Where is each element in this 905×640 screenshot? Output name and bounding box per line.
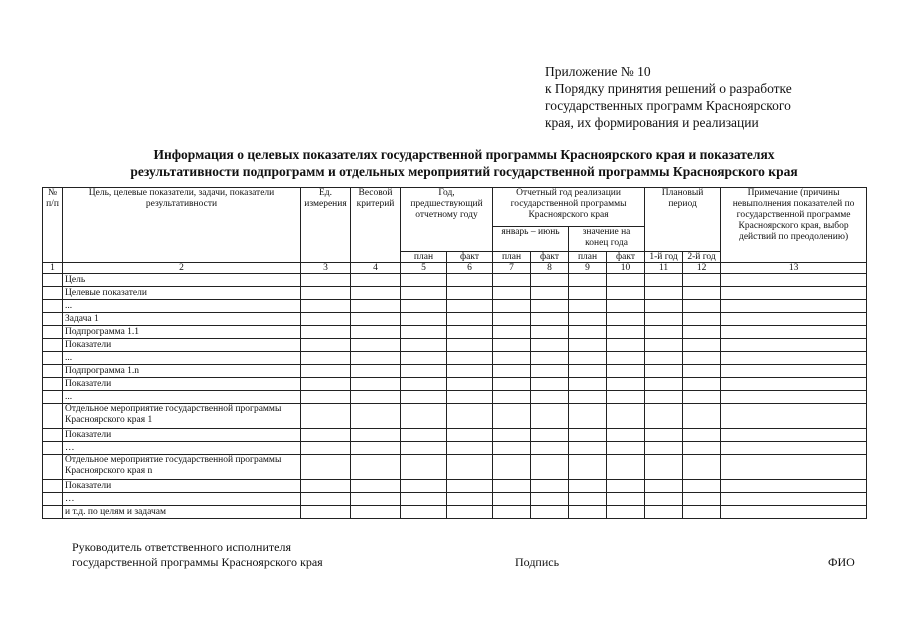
table-cell [401, 442, 447, 455]
table-cell [683, 300, 721, 313]
table-cell [351, 506, 401, 519]
row-label: ... [63, 352, 301, 365]
table-cell [683, 287, 721, 300]
table-row [43, 442, 867, 455]
table-cell [351, 493, 401, 506]
table-row [43, 391, 867, 404]
table-cell [43, 455, 63, 480]
document-title [60, 146, 868, 180]
table-cell [683, 404, 721, 429]
row-label: Подпрограмма 1.1 [63, 326, 301, 339]
table-cell [447, 391, 493, 404]
table-cell [569, 442, 607, 455]
table-cell [645, 352, 683, 365]
table-cell [645, 480, 683, 493]
table-cell [401, 326, 447, 339]
column-number: 6 [447, 263, 493, 274]
table-cell [531, 326, 569, 339]
table-cell [43, 365, 63, 378]
table-cell [447, 339, 493, 352]
row-label: Задача 1 [63, 313, 301, 326]
table-cell [683, 326, 721, 339]
table-cell [493, 493, 531, 506]
appendix-line: государственных программ Красноярского [545, 98, 791, 113]
table-cell [447, 300, 493, 313]
table-cell [531, 493, 569, 506]
table-cell [447, 493, 493, 506]
table-cell [569, 455, 607, 480]
table-cell [351, 391, 401, 404]
table-cell [301, 429, 351, 442]
row-label: Цель [63, 274, 301, 287]
table-cell [493, 480, 531, 493]
table-cell [43, 326, 63, 339]
table-cell [683, 391, 721, 404]
table-cell [683, 442, 721, 455]
table-cell [493, 300, 531, 313]
column-number: 8 [531, 263, 569, 274]
signature-label: Подпись [515, 555, 560, 569]
table-cell [493, 391, 531, 404]
table-cell [447, 442, 493, 455]
column-number: 1 [43, 263, 63, 274]
table-cell [645, 365, 683, 378]
table-cell [301, 300, 351, 313]
table-cell [645, 404, 683, 429]
header-plan: план [569, 252, 607, 263]
table-cell [447, 274, 493, 287]
table-cell [301, 339, 351, 352]
table-cell [531, 313, 569, 326]
table-cell [301, 287, 351, 300]
table-cell [607, 313, 645, 326]
header-plan: план [493, 252, 531, 263]
table-cell [493, 378, 531, 391]
row-label: и т.д. по целям и задачам [63, 506, 301, 519]
table-cell [569, 274, 607, 287]
column-number: 12 [683, 263, 721, 274]
row-label: ... [63, 391, 301, 404]
table-cell [43, 378, 63, 391]
table-cell [531, 274, 569, 287]
table-cell [569, 480, 607, 493]
appendix-line: края, их формирования и реализации [545, 115, 759, 130]
header-note: Примечание (причины невыполнения показателей по государственной программе Красноярского края, выбор действий по преодолению) [721, 188, 867, 263]
table-cell [683, 313, 721, 326]
table-cell [401, 352, 447, 365]
table-cell [721, 493, 867, 506]
table-cell [607, 300, 645, 313]
header-year-2: 2-й год [683, 252, 721, 263]
table-row [43, 378, 867, 391]
table-cell [645, 391, 683, 404]
table-cell [531, 391, 569, 404]
manager-line: Руководитель ответственного исполнителя [72, 540, 291, 554]
table-cell [683, 365, 721, 378]
header-num: № п/п [43, 188, 63, 263]
header-year-1: 1-й год [645, 252, 683, 263]
table-cell [447, 429, 493, 442]
table-cell [447, 378, 493, 391]
table-cell [493, 429, 531, 442]
table-cell [607, 339, 645, 352]
table-cell [569, 352, 607, 365]
table-cell [43, 274, 63, 287]
table-cell [447, 326, 493, 339]
indicators-table [42, 187, 867, 519]
row-label: Показатели [63, 378, 301, 391]
table-cell [351, 274, 401, 287]
table-cell [447, 365, 493, 378]
table-cell [645, 313, 683, 326]
table-cell [531, 455, 569, 480]
table-row [43, 339, 867, 352]
table-cell [401, 378, 447, 391]
table-cell [351, 326, 401, 339]
table-cell [645, 378, 683, 391]
table-cell [301, 378, 351, 391]
table-cell [721, 455, 867, 480]
table-cell [645, 339, 683, 352]
table-cell [683, 274, 721, 287]
table-row [43, 313, 867, 326]
table-cell [351, 313, 401, 326]
table-cell [493, 455, 531, 480]
header-fact: факт [531, 252, 569, 263]
table-cell [531, 442, 569, 455]
table-cell [645, 455, 683, 480]
table-cell [607, 274, 645, 287]
row-label: … [63, 493, 301, 506]
table-cell [645, 493, 683, 506]
table-row [43, 404, 867, 429]
table-cell [301, 455, 351, 480]
header-weight: Весовой критерий [351, 188, 401, 263]
table-cell [607, 506, 645, 519]
row-label: Целевые показатели [63, 287, 301, 300]
table-cell [531, 300, 569, 313]
table-cell [493, 352, 531, 365]
table-cell [645, 274, 683, 287]
appendix-line: к Порядку принятия решений о разработке [545, 81, 792, 96]
table-cell [493, 506, 531, 519]
table-cell [721, 274, 867, 287]
table-row [43, 274, 867, 287]
table-cell [569, 493, 607, 506]
table-cell [569, 339, 607, 352]
table-cell [43, 493, 63, 506]
table-cell [351, 404, 401, 429]
table-cell [401, 506, 447, 519]
table-cell [531, 287, 569, 300]
table-cell [401, 339, 447, 352]
header-fact: факт [607, 252, 645, 263]
table-cell [721, 442, 867, 455]
table-cell [301, 493, 351, 506]
column-number: 10 [607, 263, 645, 274]
table-cell [401, 274, 447, 287]
table-cell [607, 326, 645, 339]
table-cell [401, 391, 447, 404]
row-label: Показатели [63, 429, 301, 442]
table-cell [43, 287, 63, 300]
table-cell [43, 391, 63, 404]
table-cell [447, 480, 493, 493]
table-cell [493, 287, 531, 300]
table-cell [301, 391, 351, 404]
table-cell [351, 480, 401, 493]
table-cell [301, 352, 351, 365]
table-cell [683, 429, 721, 442]
row-label: … [63, 442, 301, 455]
table-cell [721, 391, 867, 404]
header-fact: факт [447, 252, 493, 263]
row-label: Показатели [63, 480, 301, 493]
table-cell [645, 506, 683, 519]
table-cell [43, 300, 63, 313]
table-cell [721, 352, 867, 365]
table-cell [447, 506, 493, 519]
table-cell [301, 442, 351, 455]
table-cell [683, 352, 721, 365]
header-year-end: значение на конец года [569, 227, 645, 252]
responsible-manager [72, 540, 323, 570]
table-cell [607, 378, 645, 391]
table-row [43, 365, 867, 378]
header-report-year: Отчетный год реализации государственной программы Красноярского края [493, 188, 645, 227]
table-cell [645, 429, 683, 442]
table-cell [531, 429, 569, 442]
table-cell [447, 352, 493, 365]
table-cell [401, 313, 447, 326]
table-cell [301, 365, 351, 378]
header-unit: Ед. измерения [301, 188, 351, 263]
table-cell [447, 313, 493, 326]
appendix-line: Приложение № 10 [545, 64, 651, 79]
table-cell [721, 506, 867, 519]
table-cell [531, 480, 569, 493]
table-cell [301, 313, 351, 326]
column-number: 3 [301, 263, 351, 274]
table-row [43, 506, 867, 519]
column-number: 2 [63, 263, 301, 274]
title-line: Информация о целевых показателях государственной программы Красноярского края и показателях [153, 147, 775, 162]
table-cell [569, 365, 607, 378]
table-cell [43, 339, 63, 352]
row-label: Показатели [63, 339, 301, 352]
table-cell [351, 429, 401, 442]
table-cell [351, 352, 401, 365]
table-cell [493, 442, 531, 455]
table-cell [721, 313, 867, 326]
column-number: 13 [721, 263, 867, 274]
table-cell [721, 429, 867, 442]
table-cell [43, 429, 63, 442]
table-cell [569, 429, 607, 442]
table-cell [683, 493, 721, 506]
column-number: 4 [351, 263, 401, 274]
table-cell [569, 300, 607, 313]
table-cell [531, 339, 569, 352]
table-cell [301, 404, 351, 429]
table-cell [351, 300, 401, 313]
fio-label: ФИО [828, 555, 855, 569]
header-jan-jun: январь – июнь [493, 227, 569, 252]
table-cell [351, 339, 401, 352]
table-cell [447, 404, 493, 429]
table-cell [531, 506, 569, 519]
table-row [43, 326, 867, 339]
table-cell [569, 313, 607, 326]
header-goal: Цель, целевые показатели, задачи, показатели результативности [63, 188, 301, 263]
table-cell [531, 365, 569, 378]
table-cell [43, 313, 63, 326]
table-cell [301, 326, 351, 339]
table-cell [401, 365, 447, 378]
table-cell [721, 404, 867, 429]
table-cell [569, 326, 607, 339]
table-cell [401, 404, 447, 429]
table-cell [447, 455, 493, 480]
table-cell [607, 455, 645, 480]
table-cell [43, 404, 63, 429]
table-cell [43, 480, 63, 493]
table-cell [683, 455, 721, 480]
table-row [43, 352, 867, 365]
table-cell [301, 274, 351, 287]
table-cell [351, 455, 401, 480]
table-row [43, 480, 867, 493]
table-cell [301, 506, 351, 519]
table-cell [401, 287, 447, 300]
table-cell [607, 429, 645, 442]
table-cell [683, 506, 721, 519]
table-cell [531, 404, 569, 429]
table-cell [569, 391, 607, 404]
table-cell [721, 365, 867, 378]
table-row [43, 493, 867, 506]
manager-line: государственной программы Красноярского края [72, 555, 323, 569]
table-cell [569, 378, 607, 391]
row-label: Отдельное мероприятие государственной программы Красноярского края 1 [63, 404, 301, 429]
table-cell [43, 506, 63, 519]
appendix-block [545, 63, 885, 131]
header-plan-period: Плановый период [645, 188, 721, 252]
table-cell [531, 352, 569, 365]
table-cell [401, 429, 447, 442]
table-cell [493, 313, 531, 326]
table-cell [721, 480, 867, 493]
table-cell [607, 365, 645, 378]
table-cell [493, 365, 531, 378]
table-cell [721, 287, 867, 300]
table-cell [569, 404, 607, 429]
table-cell [569, 506, 607, 519]
row-label: Отдельное мероприятие государственной программы Красноярского края n [63, 455, 301, 480]
table-cell [401, 493, 447, 506]
table-cell [493, 274, 531, 287]
table-cell [351, 442, 401, 455]
table-cell [721, 300, 867, 313]
header-prev-year: Год, предшествующий отчетному году [401, 188, 493, 252]
table-cell [43, 442, 63, 455]
table-cell [351, 365, 401, 378]
table-cell [645, 326, 683, 339]
column-number: 5 [401, 263, 447, 274]
table-cell [493, 339, 531, 352]
column-number: 11 [645, 263, 683, 274]
table-cell [607, 442, 645, 455]
table-cell [607, 404, 645, 429]
table-cell [607, 287, 645, 300]
table-cell [493, 404, 531, 429]
table-cell [493, 326, 531, 339]
table-row [43, 429, 867, 442]
table-cell [645, 287, 683, 300]
table-cell [607, 493, 645, 506]
table-cell [447, 287, 493, 300]
table-cell [607, 391, 645, 404]
table-cell [351, 378, 401, 391]
table-cell [607, 352, 645, 365]
table-row [43, 287, 867, 300]
table-cell [721, 378, 867, 391]
table-cell [645, 300, 683, 313]
table-cell [531, 378, 569, 391]
table-cell [401, 455, 447, 480]
table-cell [401, 300, 447, 313]
table-cell [607, 480, 645, 493]
table-row [43, 455, 867, 480]
title-line: результативности подпрограмм и отдельных мероприятий государственной программы Красноярского края [130, 164, 798, 179]
table-cell [401, 480, 447, 493]
table-row [43, 300, 867, 313]
table-cell [721, 326, 867, 339]
column-number: 9 [569, 263, 607, 274]
table-cell [683, 480, 721, 493]
header-plan: план [401, 252, 447, 263]
table-cell [43, 352, 63, 365]
table-cell [645, 442, 683, 455]
table-cell [721, 339, 867, 352]
row-label: Подпрограмма 1.n [63, 365, 301, 378]
table-cell [569, 287, 607, 300]
table-cell [683, 378, 721, 391]
table-cell [683, 339, 721, 352]
table-cell [301, 480, 351, 493]
column-number: 7 [493, 263, 531, 274]
row-label: ... [63, 300, 301, 313]
table-cell [351, 287, 401, 300]
